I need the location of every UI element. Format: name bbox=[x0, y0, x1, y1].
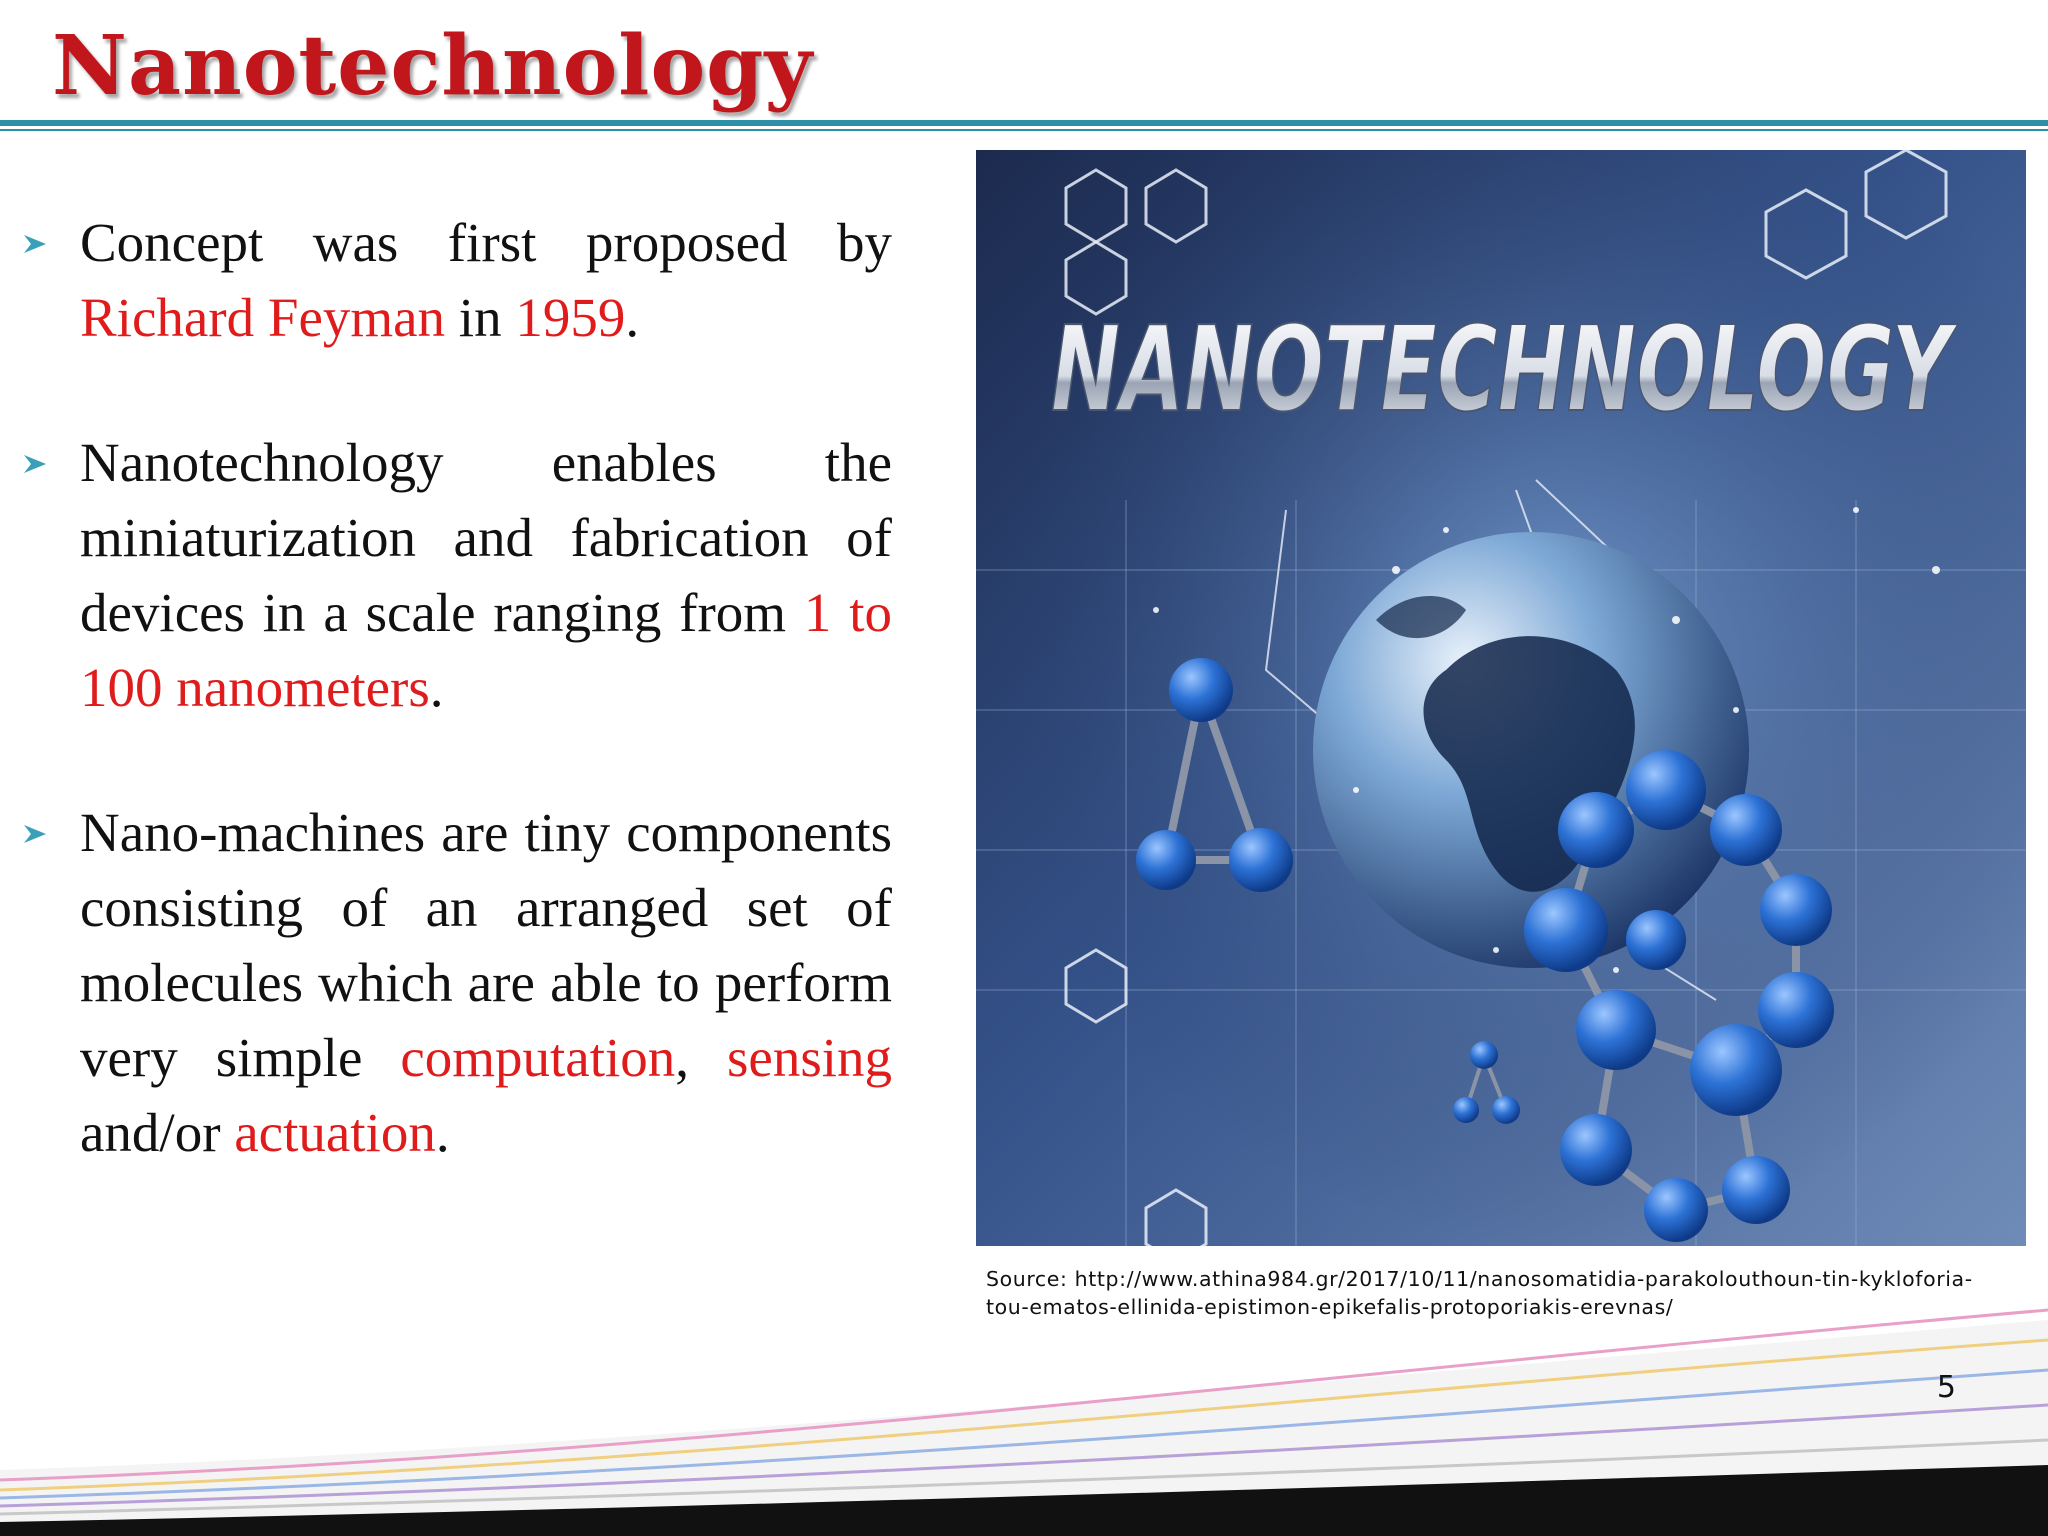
title-divider bbox=[0, 120, 2048, 126]
bullet-text-segment: Concept was first proposed by bbox=[80, 212, 892, 273]
bullet-text-segment: in bbox=[445, 287, 516, 348]
highlighted-term: 1959 bbox=[515, 287, 626, 348]
bullet-item bbox=[22, 795, 892, 1170]
bullet-item bbox=[22, 425, 892, 725]
caption-line: Source: http://www.athina984.gr/2017/10/11/nanosomatidia-parakolouthoun-tin-kykloforia- bbox=[986, 1267, 1973, 1291]
decorative-swoosh bbox=[0, 1280, 2048, 1536]
highlighted-term: actuation bbox=[234, 1102, 436, 1163]
bullet-text-segment: and/or bbox=[80, 1102, 235, 1163]
image-banner-text: NANOTECHNOLOGY bbox=[1051, 300, 1959, 438]
bullet-text-segment: , bbox=[675, 1027, 727, 1088]
bullet-text bbox=[80, 425, 892, 725]
bullet-text-segment: . bbox=[435, 1102, 450, 1163]
chevron-right-icon bbox=[22, 453, 48, 475]
bullet-text-segment: . bbox=[429, 657, 444, 718]
bullet-text bbox=[80, 205, 892, 355]
chevron-right-icon bbox=[22, 823, 48, 845]
page-number: 5 bbox=[1936, 1370, 1956, 1405]
highlighted-term: sensing bbox=[727, 1027, 892, 1088]
caption-line: tou-ematos-ellinida-epistimon-epikefalis-protoporiakis-erevnas/ bbox=[986, 1295, 1674, 1319]
highlighted-term: 1 to 100 nanometers bbox=[80, 582, 893, 718]
slide-title: Nanotechnology bbox=[52, 18, 814, 114]
bullet-text-segment: . bbox=[625, 287, 640, 348]
nanotechnology-image bbox=[976, 150, 2026, 1246]
bullet-item bbox=[22, 205, 892, 355]
highlighted-term: Richard Feyman bbox=[80, 287, 446, 348]
bullet-text-segment: Nano-machines are tiny components consisting of an arranged set of molecules which are able to perform very simple bbox=[80, 802, 892, 1088]
title-divider-thin bbox=[0, 129, 2048, 131]
bullet-text bbox=[80, 795, 892, 1170]
highlighted-term: computation bbox=[400, 1027, 676, 1088]
bullet-list bbox=[22, 205, 892, 1240]
bullet-text-segment: Nanotechnology enables the miniaturization and fabrication of devices in a scale ranging from bbox=[80, 432, 892, 643]
chevron-right-icon bbox=[22, 233, 48, 255]
